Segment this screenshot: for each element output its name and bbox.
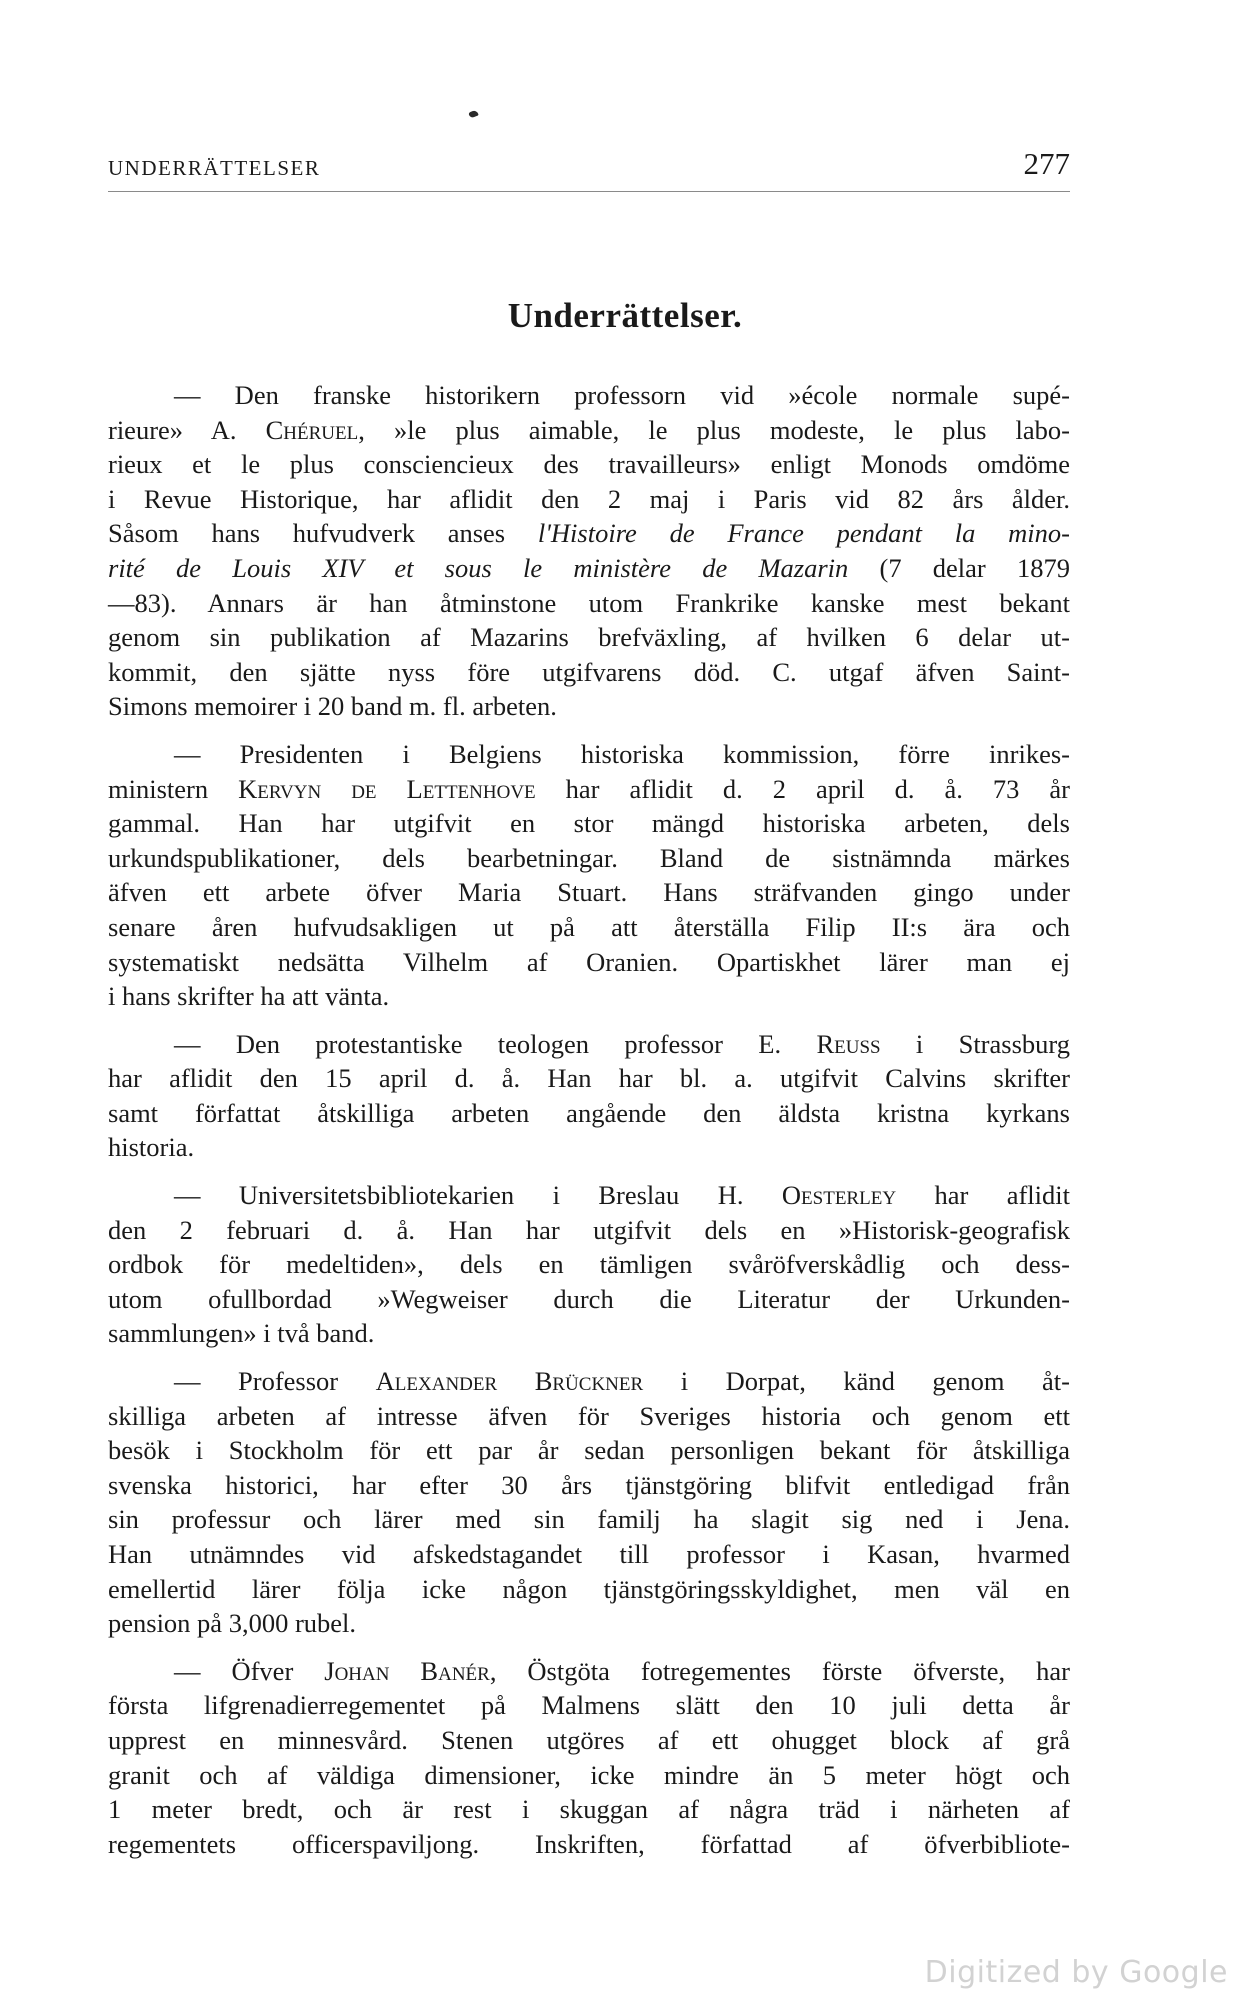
- text-run: —83). Annars är han åtminstone utom Frankrike kanske mest bekant: [108, 587, 1070, 618]
- header-rule: [108, 191, 1070, 192]
- text-run: — Den protestantiske teologen professor E.: [174, 1028, 817, 1059]
- text-run: systematiskt nedsätta Vilhelm af Oranien. Opartiskhet lärer man ej: [108, 946, 1070, 977]
- text-run: har aflidit: [896, 1180, 1071, 1211]
- text-line: [108, 1537, 1070, 1572]
- text-run: (7 delar 1879: [848, 552, 1070, 583]
- text-line: [108, 1654, 1070, 1689]
- small-caps-name: Alexander Brückner: [375, 1366, 644, 1397]
- text-line: [108, 1213, 1070, 1248]
- italic-title: l'Histoire de France pendant la mino-: [537, 518, 1070, 549]
- small-caps-name: Johan Banér: [324, 1655, 490, 1686]
- text-line: [108, 1572, 1070, 1607]
- text-run: senare åren hufvudsakligen ut på att återställa Filip II:s ära och: [108, 911, 1070, 942]
- italic-title: rité de Louis XIV et sous le ministère de Mazarin: [108, 552, 849, 583]
- text-line: [108, 1399, 1070, 1434]
- text-line: [108, 945, 1070, 980]
- text-run: i Dorpat, känd genom åt-: [643, 1366, 1070, 1397]
- page-number: 277: [1023, 146, 1070, 181]
- text-line: [108, 1027, 1070, 1062]
- text-run: emellertid lärer följa icke någon tjänstgöringsskyldighet, men väl en: [108, 1573, 1070, 1604]
- running-title: UNDERRÄTTELSER: [108, 156, 321, 180]
- text-line: [108, 689, 1070, 724]
- text-line: [108, 655, 1070, 690]
- text-line: [108, 1247, 1070, 1282]
- text-line: [108, 1468, 1070, 1503]
- text-run: — Presidenten i Belgiens historiska kommission, förre inrikes-: [174, 738, 1070, 769]
- text-line: [108, 772, 1070, 807]
- text-run: samt författat åtskilliga arbeten angående den äldsta kristna kyrkans: [108, 1097, 1070, 1128]
- text-run: — Universitetsbibliotekarien i Breslau H.: [174, 1180, 782, 1211]
- text-run: första lifgrenadierregementet på Malmens slätt den 10 juli detta år: [108, 1690, 1070, 1721]
- small-caps-name: Reuss: [816, 1028, 881, 1059]
- text-line: [108, 1827, 1070, 1862]
- text-run: svenska historici, har efter 30 års tjänstgöring blifvit entledigad från: [108, 1469, 1070, 1500]
- body-text: [108, 378, 1070, 1861]
- text-line: [108, 910, 1070, 945]
- text-run: har aflidit den 15 april d. å. Han har bl. a. utgifvit Calvins skrifter: [108, 1063, 1070, 1094]
- text-line: [108, 1130, 1070, 1165]
- text-line: [108, 1096, 1070, 1131]
- paragraph: [108, 378, 1070, 724]
- text-run: urkundspublikationer, dels bearbetningar. Bland de sistnämnda märkes: [108, 842, 1070, 873]
- text-line: [108, 979, 1070, 1014]
- small-caps-name: Oesterley: [781, 1180, 897, 1211]
- text-line: [108, 1723, 1070, 1758]
- text-line: [108, 1606, 1070, 1641]
- text-run: ordbok för medeltiden», dels en tämligen svåröfverskådlig och dess-: [108, 1249, 1070, 1280]
- text-line: [108, 1433, 1070, 1468]
- page-heading: Underrättelser.: [507, 296, 743, 335]
- text-run: i hans skrifter ha att vänta.: [108, 981, 390, 1012]
- text-run: Simons memoirer i 20 band m. fl. arbeten.: [108, 691, 557, 722]
- text-line: [108, 1178, 1070, 1213]
- text-run: Han utnämndes vid afskedstagandet till professor i Kasan, hvarmed: [108, 1539, 1070, 1569]
- small-caps-name: Chéruel: [265, 414, 359, 445]
- text-line: [108, 1758, 1070, 1793]
- text-line: [108, 1364, 1070, 1399]
- text-run: utom ofullbordad »Wegweiser durch die Literatur der Urkunden-: [108, 1283, 1070, 1314]
- text-run: pension på 3,000 rubel.: [108, 1608, 357, 1639]
- text-line: [108, 875, 1070, 910]
- digitization-watermark: Digitized by Google: [924, 1955, 1228, 1990]
- text-run: i Revue Historique, har aflidit den 2 maj i Paris vid 82 års ålder.: [108, 483, 1070, 514]
- text-run: ministern: [108, 773, 239, 804]
- text-line: [108, 1316, 1070, 1351]
- text-run: — Den franske historikern professorn vid »école normale supé-: [174, 380, 1070, 410]
- text-line: [108, 378, 1070, 413]
- text-line: [108, 447, 1070, 482]
- text-run: , Östgöta fotregementes förste öfverste, har: [489, 1655, 1070, 1686]
- paragraph: [108, 737, 1070, 1014]
- text-line: [108, 1282, 1070, 1317]
- text-line: [108, 551, 1070, 586]
- text-run: rieux et le plus consciencieux des travailleurs» enligt Monods omdöme: [108, 449, 1070, 480]
- text-line: [108, 806, 1070, 841]
- paragraph: [108, 1178, 1070, 1351]
- text-line: [108, 737, 1070, 772]
- text-run: upprest en minnesvård. Stenen utgöres af ett ohugget block af grå: [108, 1724, 1070, 1755]
- text-line: [108, 413, 1070, 448]
- text-line: [108, 586, 1070, 621]
- text-run: den 2 februari d. å. Han har utgifvit dels en »Historisk-geografisk: [108, 1214, 1070, 1245]
- text-run: genom sin publikation af Mazarins brefväxling, af hvilken 6 delar ut-: [108, 622, 1070, 653]
- text-run: regementets officerspaviljong. Inskriften, författad af öfverbibliote-: [108, 1828, 1070, 1859]
- text-run: granit och af väldiga dimensioner, icke mindre än 5 meter högt och: [108, 1759, 1070, 1790]
- text-line: [108, 1688, 1070, 1723]
- text-run: 1 meter bredt, och är rest i skuggan af några träd i närheten af: [108, 1794, 1070, 1825]
- text-run: äfven ett arbete öfver Maria Stuart. Hans sträfvanden gingo under: [108, 877, 1070, 908]
- text-line: [108, 1502, 1070, 1537]
- small-caps-name: Kervyn de Lettenhove: [238, 773, 536, 804]
- ink-speck: [468, 110, 479, 119]
- text-run: — Professor: [174, 1366, 376, 1397]
- text-line: [108, 841, 1070, 876]
- paragraph: [108, 1654, 1070, 1862]
- text-run: gammal. Han har utgifvit en stor mängd historiska arbeten, dels: [108, 808, 1070, 839]
- paragraph: [108, 1364, 1070, 1641]
- text-run: i Strassburg: [880, 1028, 1070, 1059]
- text-run: kommit, den sjätte nyss före utgifvarens död. C. utgaf äfven Saint-: [108, 656, 1070, 687]
- text-run: har aflidit d. 2 april d. å. 73 år: [535, 773, 1070, 804]
- text-line: [108, 620, 1070, 655]
- text-line: [108, 516, 1070, 551]
- running-header: [108, 142, 1070, 182]
- text-run: Såsom hans hufvudverk anses: [108, 518, 538, 549]
- text-line: [108, 1061, 1070, 1096]
- text-line: [108, 482, 1070, 517]
- text-run: besök i Stockholm för ett par år sedan personligen bekant för åtskilliga: [108, 1435, 1070, 1466]
- text-line: [108, 1792, 1070, 1827]
- text-run: sammlungen» i två band.: [108, 1318, 375, 1349]
- text-run: skilliga arbeten af intresse äfven för Sveriges historia och genom ett: [108, 1400, 1070, 1431]
- text-run: sin professur och lärer med sin familj ha slagit sig ned i Jena.: [108, 1504, 1070, 1535]
- text-run: historia.: [108, 1132, 195, 1163]
- text-run: , »le plus aimable, le plus modeste, le plus labo-: [358, 414, 1070, 445]
- paragraph: [108, 1027, 1070, 1165]
- text-run: rieure» A.: [108, 414, 266, 445]
- text-run: — Öfver: [174, 1655, 325, 1686]
